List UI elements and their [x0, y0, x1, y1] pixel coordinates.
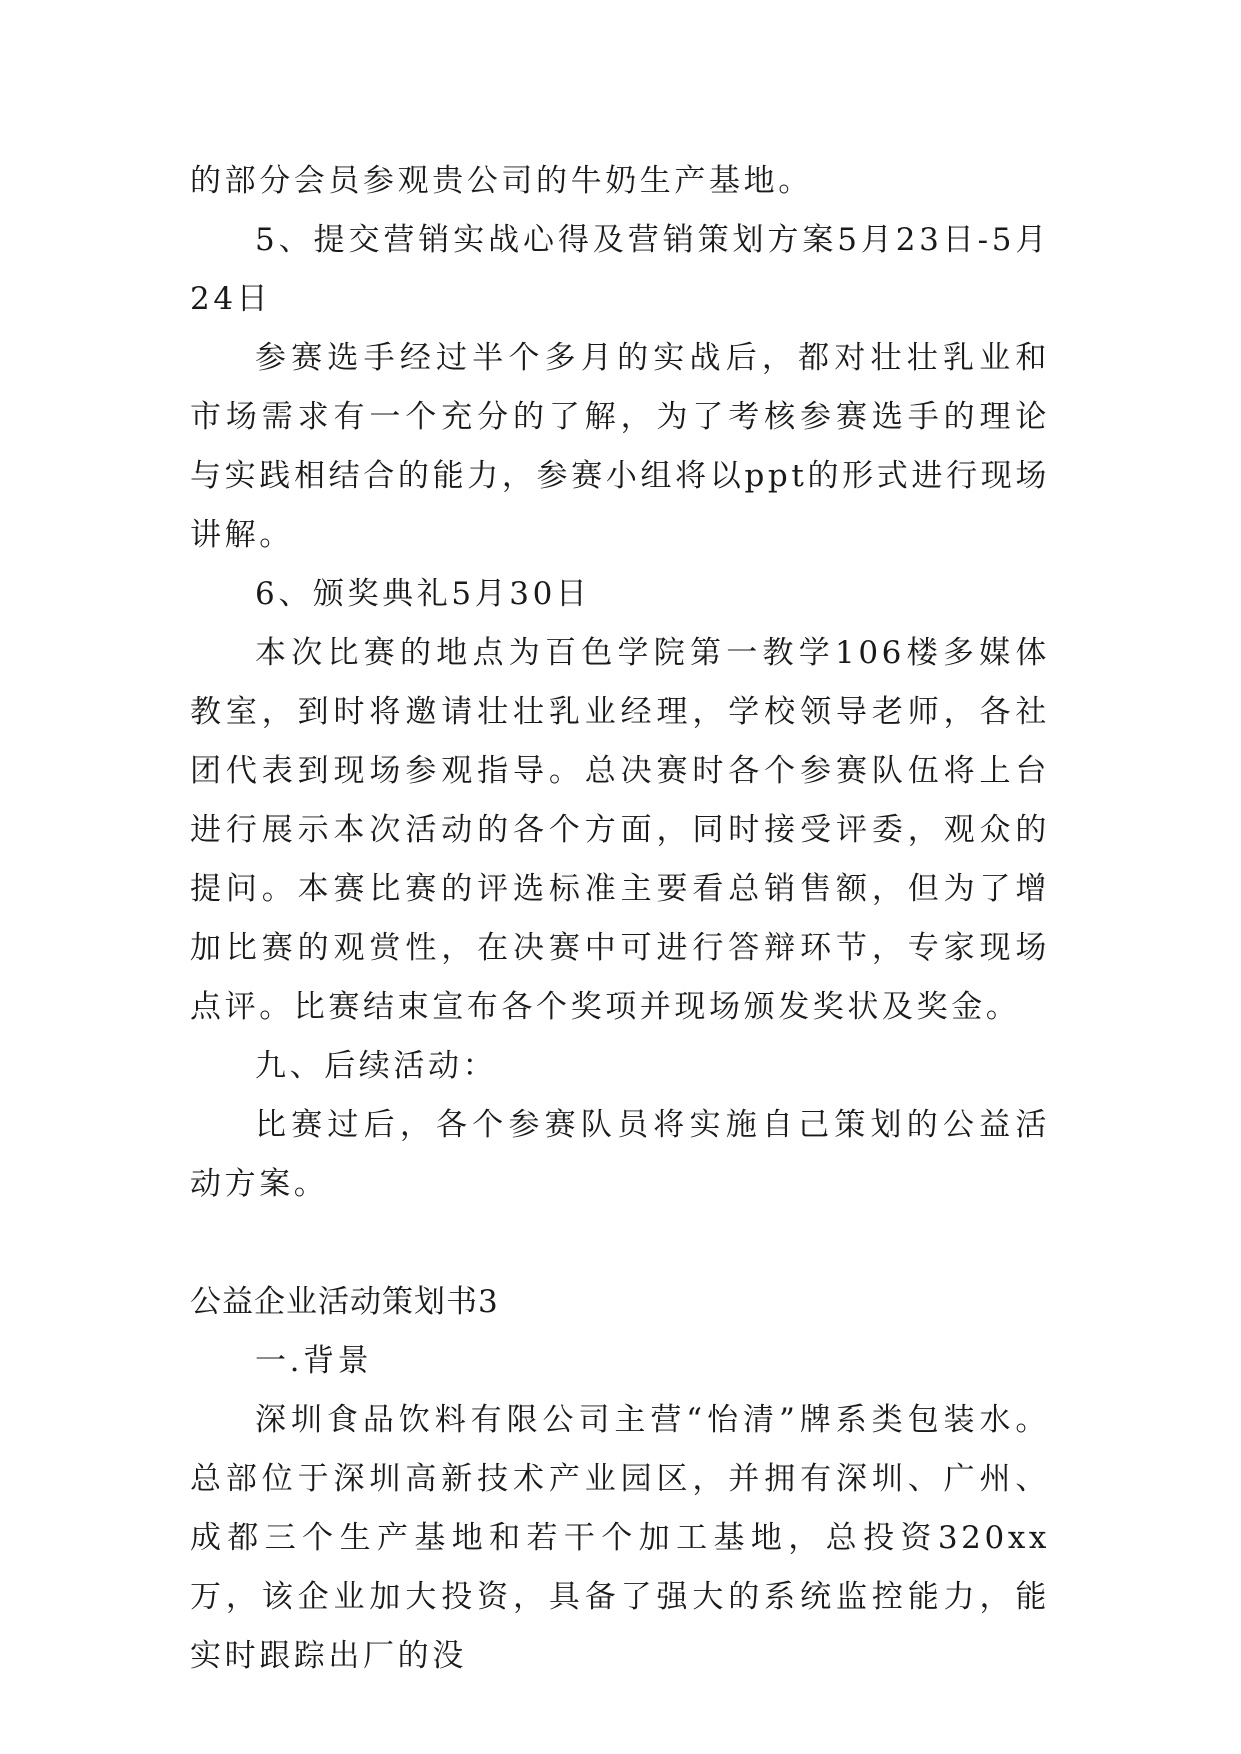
paragraph-section-9-body: 比赛过后，各个参赛队员将实施自己策划的公益活动方案。: [190, 1107, 1050, 1202]
paragraph-background-heading: 一.背景: [255, 1343, 373, 1379]
document-body: [190, 152, 1050, 1686]
paragraph-item-6-body: 本次比赛的地点为百色学院第一教学106楼多媒体教室，到时将邀请壮壮乳业经理，学校领导老师，各社团代表到现场参观指导。总决赛时各个参赛队伍将上台进行展示本次活动的各个方面，同时接受评委，观众的提问。本赛比赛的评选标准主要看总销售额，但为了增加比赛的观赏性，在决赛中可进行答辩环节，专家现场点评。比赛结束宣布各个奖项并现场颁发奖状及奖金。: [190, 635, 1050, 1025]
paragraph-item-5-heading: 5、提交营销实战心得及营销策划方案5月23日-5月24日: [190, 222, 1050, 317]
section-title: 公益企业活动策划书3: [190, 1284, 499, 1320]
paragraph-background-body: 深圳食品饮料有限公司主营“怡清”牌系类包装水。总部位于深圳高新技术产业园区，并拥有深圳、广州、成都三个生产基地和若干个加工基地，总投资320xx万，该企业加大投资，具备了强大的系统监控能力，能实时跟踪出厂的没: [190, 1402, 1050, 1674]
paragraph-section-9-heading: 九、后续活动：: [255, 1048, 498, 1084]
paragraph-item-6-heading: 6、颁奖典礼5月30日: [255, 576, 591, 612]
paragraph-item-5-body: 参赛选手经过半个多月的实战后，都对壮壮乳业和市场需求有一个充分的了解，为了考核参赛选手的理论与实践相结合的能力，参赛小组将以ppt的形式进行现场讲解。: [190, 340, 1050, 553]
paragraph-continuation: 的部分会员参观贵公司的牛奶生产基地。: [190, 163, 813, 199]
